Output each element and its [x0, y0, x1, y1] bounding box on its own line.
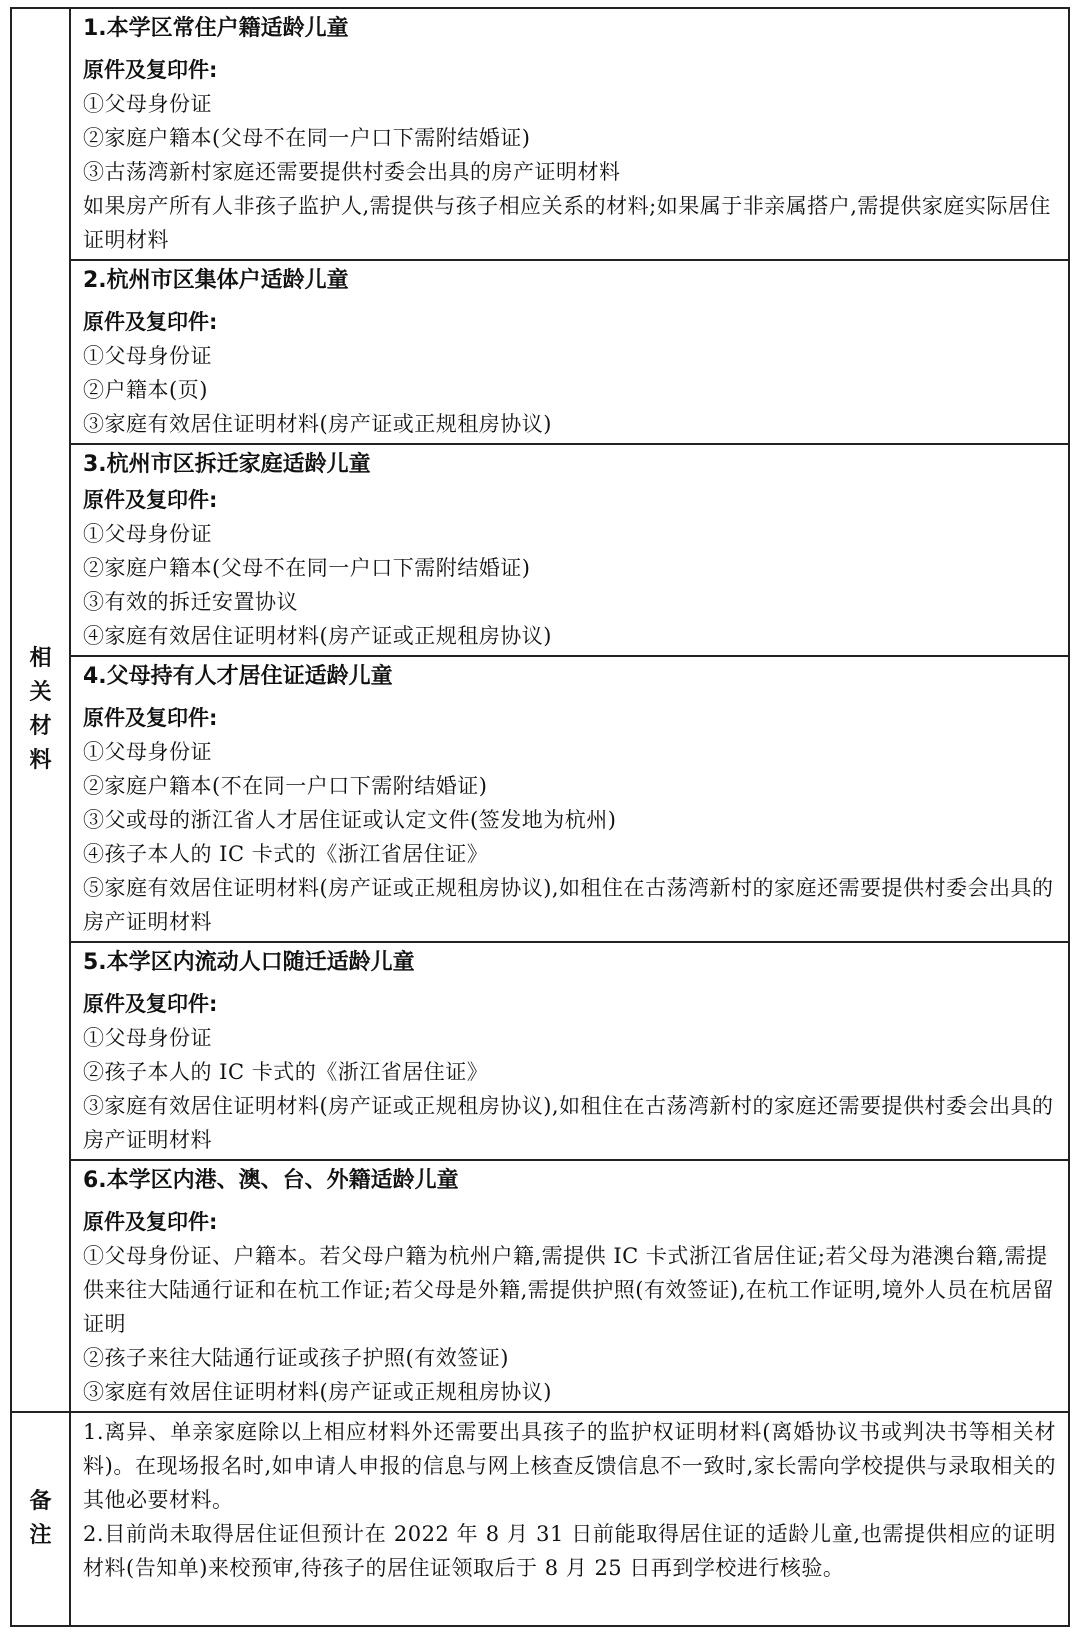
- section-row-6: [11, 1160, 1069, 1412]
- section-row-5: [11, 942, 1069, 1160]
- section-6-title: 6.本学区内港、澳、台、外籍适龄儿童: [83, 1168, 459, 1193]
- materials-label-cell: [11, 8, 70, 1412]
- section-3: [70, 444, 1069, 656]
- section-5-line: ③家庭有效居住证明材料(房产证或正规租房协议),如租住在古荡湾新村的家庭还需要提供村委会出具的房产证明材料: [83, 1094, 1054, 1152]
- section-3-line: ④家庭有效居住证明材料(房产证或正规租房协议): [83, 624, 552, 648]
- section-4-line: ⑤家庭有效居住证明材料(房产证或正规租房协议),如租住在古荡湾新村的家庭还需要提供村委会出具的房产证明材料: [83, 876, 1054, 934]
- section-5-line: ①父母身份证: [83, 1026, 212, 1050]
- section-6-line: ③家庭有效居住证明材料(房产证或正规租房协议): [83, 1380, 552, 1404]
- section-1-subtitle: 原件及复印件:: [83, 58, 218, 82]
- section-5-line: ②孩子本人的 IC 卡式的《浙江省居住证》: [83, 1060, 489, 1084]
- section-1-line: 如果房产所有人非孩子监护人,需提供与孩子相应关系的材料;如果属于非亲属搭户,需提供家庭实际居住证明材料: [83, 194, 1051, 252]
- section-1-line: ②家庭户籍本(父母不在同一户口下需附结婚证): [83, 126, 531, 150]
- remark-item: 2.目前尚未取得居住证但预计在 2022 年 8 月 31 日前能取得居住证的适龄儿童,也需提供相应的证明材料(告知单)来校预审,待孩子的居住证领取后于 8 月 25 日再到学校进行核验。: [83, 1522, 1056, 1580]
- section-5: [70, 942, 1069, 1160]
- section-1-line: ①父母身份证: [83, 92, 212, 116]
- section-3-subtitle: 原件及复印件:: [83, 488, 218, 512]
- section-4-line: ③父或母的浙江省人才居住证或认定文件(签发地为杭州): [83, 808, 617, 832]
- section-1-line: ③古荡湾新村家庭还需要提供村委会出具的房产证明材料: [83, 160, 621, 184]
- materials-label: 相关材料: [29, 646, 52, 773]
- section-row-1: [11, 8, 1069, 260]
- section-4-line: ④孩子本人的 IC 卡式的《浙江省居住证》: [83, 842, 489, 866]
- section-6-subtitle: 原件及复印件:: [83, 1210, 218, 1234]
- section-4-line: ①父母身份证: [83, 740, 212, 764]
- section-row-3: [11, 444, 1069, 656]
- section-4-title: 4.父母持有人才居住证适龄儿童: [83, 664, 393, 689]
- section-1-title: 1.本学区常住户籍适龄儿童: [83, 16, 349, 41]
- section-2-subtitle: 原件及复印件:: [83, 310, 218, 334]
- section-5-title: 5.本学区内流动人口随迁适龄儿童: [83, 950, 415, 975]
- section-3-line: ①父母身份证: [83, 522, 212, 546]
- section-2-line: ③家庭有效居住证明材料(房产证或正规租房协议): [83, 412, 552, 436]
- section-2-line: ①父母身份证: [83, 344, 212, 368]
- materials-table: [10, 7, 1070, 1627]
- section-row-4: [11, 656, 1069, 942]
- section-1: [70, 8, 1069, 260]
- section-5-subtitle: 原件及复印件:: [83, 992, 218, 1016]
- remarks-label-cell: [11, 1412, 70, 1626]
- section-3-title: 3.杭州市区拆迁家庭适龄儿童: [83, 452, 371, 477]
- section-2: [70, 260, 1069, 444]
- section-2-title: 2.杭州市区集体户适龄儿童: [83, 268, 349, 293]
- remarks-row: [11, 1412, 1069, 1626]
- section-3-line: ②家庭户籍本(父母不在同一户口下需附结婚证): [83, 556, 531, 580]
- section-2-line: ②户籍本(页): [83, 378, 208, 402]
- section-6-line: ②孩子来往大陆通行证或孩子护照(有效签证): [83, 1346, 509, 1370]
- section-4-line: ②家庭户籍本(不在同一户口下需附结婚证): [83, 774, 488, 798]
- section-4: [70, 656, 1069, 942]
- remarks-label: 备注: [29, 1489, 52, 1548]
- section-4-subtitle: 原件及复印件:: [83, 706, 218, 730]
- section-6: [70, 1160, 1069, 1412]
- section-6-line: ①父母身份证、户籍本。若父母户籍为杭州户籍,需提供 IC 卡式浙江省居住证;若父母为港澳台籍,需提供来往大陆通行证和在杭工作证;若父母是外籍,需提供护照(有效签证),在杭工作证明,境外人员在杭居留证明: [83, 1244, 1054, 1336]
- remarks: [70, 1412, 1069, 1626]
- section-3-line: ③有效的拆迁安置协议: [83, 590, 298, 614]
- remark-item: 1.离异、单亲家庭除以上相应材料外还需要出具孩子的监护权证明材料(离婚协议书或判决书等相关材料)。在现场报名时,如申请人申报的信息与网上核查反馈信息不一致时,家长需向学校提供与录取相关的其他必要材料。: [83, 1420, 1056, 1512]
- section-row-2: [11, 260, 1069, 444]
